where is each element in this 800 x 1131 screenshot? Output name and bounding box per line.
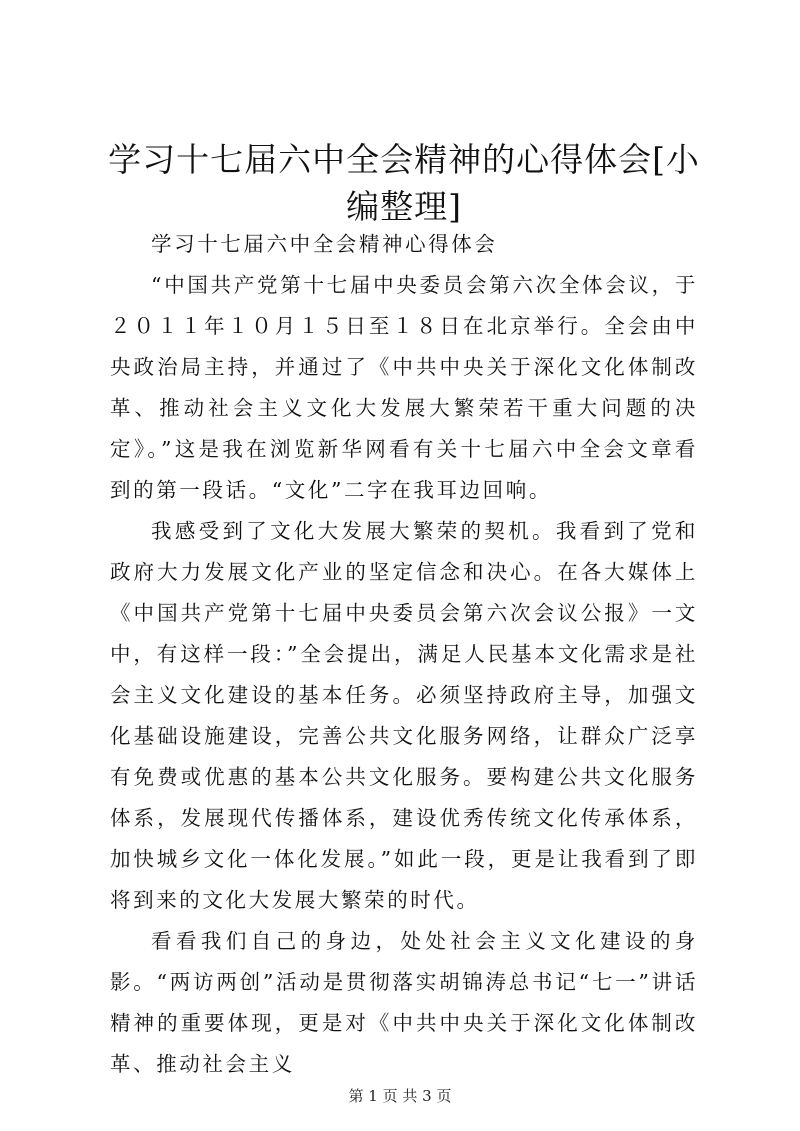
paragraph-3: 看看我们自己的身边，处处社会主义文化建设的身影。“两访两创”活动是贯彻落实胡锦涛总书记“七一”讲话精神的重要体现，更是对《中共中央关于深化文化体制改革、推动社会主义 [110, 929, 698, 1076]
document-body [110, 224, 698, 1085]
page-number-footer: 第 1 页 共 3 页 [348, 1087, 452, 1105]
document-title: 学习十七届六中全会精神的心得体会[小编整理] [108, 140, 700, 226]
paragraph-1: “中国共产党第十七届中央委员会第六次全体会议，于２０１１年１０月１５日至１８日在北京举行。全会由中央政治局主持，并通过了《中共中央关于深化文化体制改革、推动社会主义文化大发展大繁荣若干重大问题的决定》。”这是我在浏览新华网看有关十七届六中全会文章看到的第一段话。“文化”二字在我耳边回响。 [110, 273, 698, 502]
paragraph-subtitle: 学习十七届六中全会精神心得体会 [151, 232, 498, 256]
paragraph-2: 我感受到了文化大发展大繁荣的契机。我看到了党和政府大力发展文化产业的坚定信念和决心。在各大媒体上《中国共产党第十七届中央委员会第六次会议公报》一文中，有这样一段：”全会提出，满足人民基本文化需求是社会主义文化建设的基本任务。必须坚持政府主导，加强文化基础设施建设，完善公共文化服务网络，让群众广泛享有免费或优惠的基本公共文化服务。要构建公共文化服务体系，发展现代传播体系，建设优秀传统文化传承体系，加快城乡文化一体化发展。”如此一段，更是让我看到了即将到来的文化大发展大繁荣的时代。 [110, 519, 698, 912]
